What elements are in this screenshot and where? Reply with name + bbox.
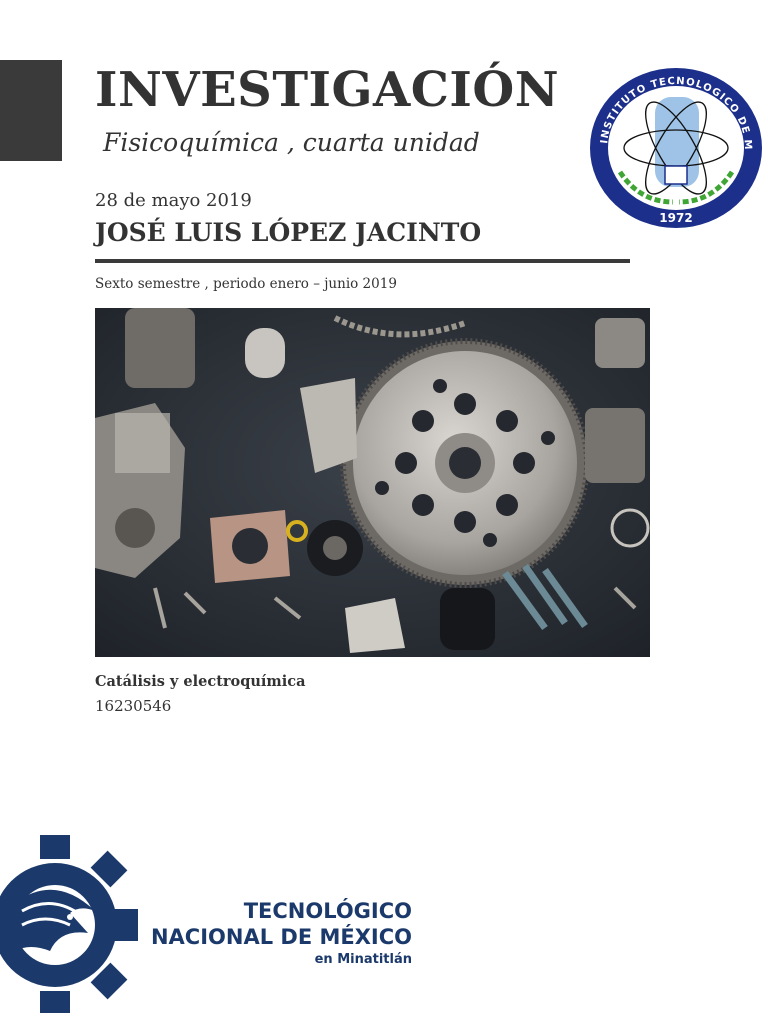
student-id: 16230546 — [95, 697, 172, 715]
title-divider — [95, 259, 630, 263]
institute-seal-logo — [585, 62, 767, 234]
course-name: Catálisis y electroquímica — [95, 673, 306, 690]
side-accent-block — [0, 60, 62, 161]
author-name: JOSÉ LUIS LÓPEZ JACINTO — [95, 218, 482, 247]
document-title: INVESTIGACIÓN — [95, 62, 560, 118]
tecnm-wordmark — [150, 898, 412, 970]
tecnm-line-campus: en Minatitlán — [314, 952, 412, 967]
engine-parts-photo — [95, 308, 650, 657]
seal-ring-text: INSTITUTO TECNOLOGICO DE M — [599, 75, 754, 151]
tecnm-gear-eagle-logo — [0, 833, 140, 1013]
tecnm-line-tecnologico: TECNOLÓGICO — [243, 899, 412, 923]
seal-year: 1972 — [659, 211, 693, 225]
document-subtitle: Fisicoquímica , cuarta unidad — [103, 128, 480, 157]
semester-info: Sexto semestre , periodo enero – junio 2019 — [95, 276, 397, 292]
document-date: 28 de mayo 2019 — [95, 190, 252, 211]
tecnm-line-nacional: NACIONAL DE MÉXICO — [150, 925, 412, 949]
